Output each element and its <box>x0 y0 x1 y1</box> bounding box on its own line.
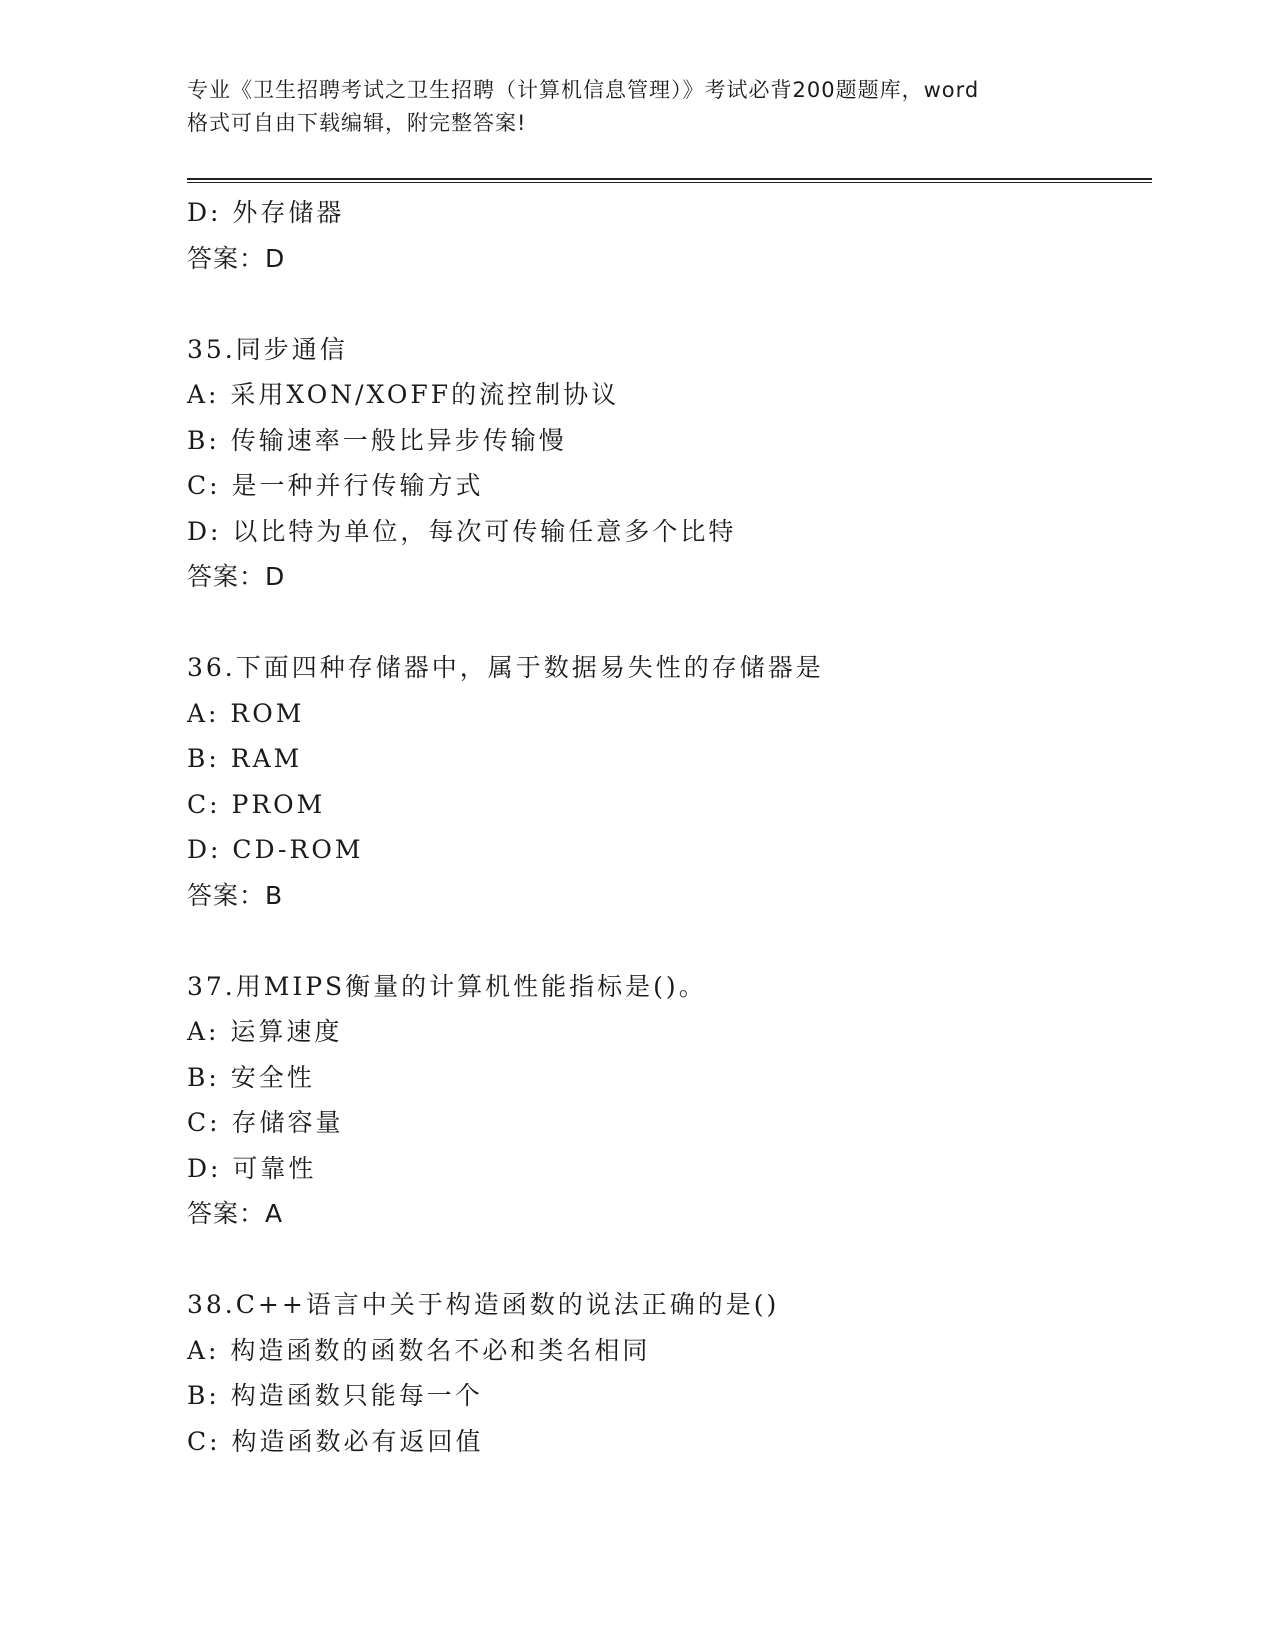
question-title: 35.同步通信 <box>187 334 348 364</box>
question-36 <box>187 645 1147 918</box>
option-d: D: 以比特为单位，每次可传输任意多个比特 <box>187 516 737 546</box>
header-divider-thick <box>187 178 1152 180</box>
option-b: B: 传输速率一般比异步传输慢 <box>187 425 567 455</box>
question-37 <box>187 964 1147 1237</box>
option-a: A: 采用XON/XOFF的流控制协议 <box>187 380 620 409</box>
answer-line: 答案：D <box>187 562 286 591</box>
answer-line: 答案：A <box>187 1199 284 1228</box>
option-c: C: 存储容量 <box>187 1108 344 1137</box>
spacer <box>187 281 1147 327</box>
answer-line: 答案：D <box>187 243 286 273</box>
spacer <box>187 1237 1147 1283</box>
option-d: D: 可靠性 <box>187 1153 317 1183</box>
question-38 <box>187 1282 1147 1464</box>
option-a: A: ROM <box>187 698 305 728</box>
option-c: C: PROM <box>187 789 326 819</box>
option-b: B: 安全性 <box>187 1062 315 1092</box>
question-title: 38.C++语言中关于构造函数的说法正确的是() <box>187 1290 780 1319</box>
header-line-2: 格式可自由下载编辑，附完整答案! <box>187 111 527 135</box>
header-divider-thin <box>187 182 1152 183</box>
question-list <box>187 190 1147 1464</box>
document-header <box>187 74 1087 140</box>
option-c: C: 构造函数必有返回值 <box>187 1426 484 1456</box>
option-b: B: 构造函数只能每一个 <box>187 1381 483 1410</box>
spacer <box>187 918 1147 964</box>
option-b: B: RAM <box>187 744 303 773</box>
question-title: 36.下面四种存储器中，属于数据易失性的存储器是 <box>187 653 824 682</box>
answer-line: 答案：B <box>187 880 284 910</box>
spacer <box>187 600 1147 646</box>
option-c: C: 是一种并行传输方式 <box>187 471 484 500</box>
header-line-1: 专业《卫生招聘考试之卫生招聘（计算机信息管理）》考试必背200题题库，word <box>187 78 980 102</box>
option-a: A: 运算速度 <box>187 1017 343 1046</box>
option-d: D: CD-ROM <box>187 835 364 864</box>
question-35 <box>187 327 1147 600</box>
option-d: D: 外存储器 <box>187 198 345 227</box>
option-a: A: 构造函数的函数名不必和类名相同 <box>187 1335 651 1365</box>
question-title: 37.用MIPS衡量的计算机性能指标是()。 <box>187 971 707 1001</box>
